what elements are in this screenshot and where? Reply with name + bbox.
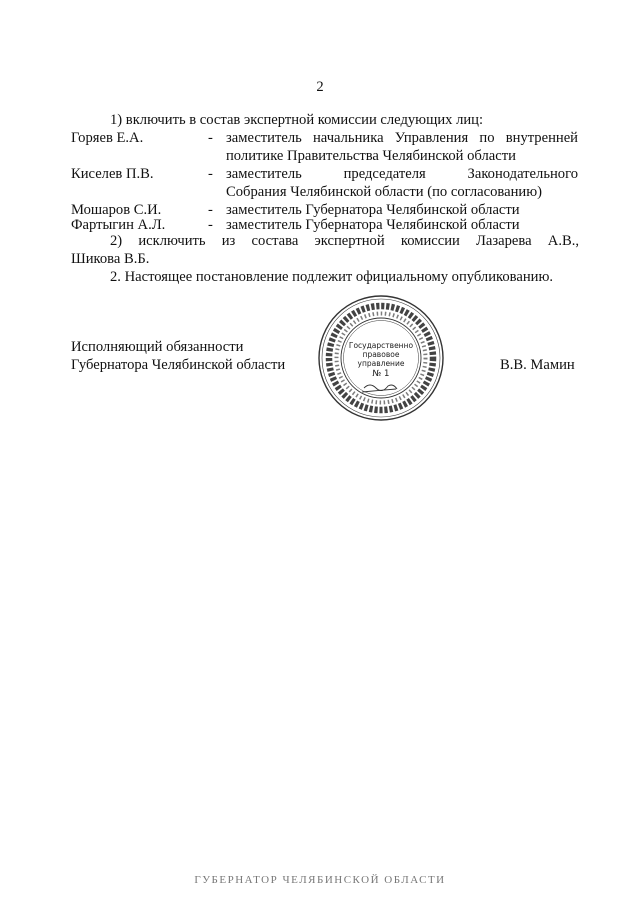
seal-text: № 1 xyxy=(372,369,390,379)
seal-signature-scribble xyxy=(362,385,397,392)
exclude-paragraph-continued: Шикова В.Б. xyxy=(71,251,150,267)
footer-caption: ГУБЕРНАТОР ЧЕЛЯБИНСКОЙ ОБЛАСТИ xyxy=(194,874,446,886)
member-role: заместитель председателя Законодательного xyxy=(226,166,578,182)
signatory-name: В.В. Мамин xyxy=(500,357,575,373)
signatory-position: Исполняющий обязанности xyxy=(71,339,244,355)
member-role: заместитель начальника Управления по внутренней xyxy=(226,130,578,146)
member-name: Горяев Е.А. xyxy=(71,130,144,146)
member-name: Киселев П.В. xyxy=(71,166,154,182)
member-name: Фартыгин А.Л. xyxy=(71,217,166,233)
signatory-position-continued: Губернатора Челябинской области xyxy=(71,357,286,373)
seal-text: Государственно xyxy=(348,341,414,350)
member-role: заместитель Губернатора Челябинской области xyxy=(226,202,520,218)
intro-paragraph: 1) включить в состав экспертной комиссии следующих лиц: xyxy=(110,112,484,128)
publish-paragraph: 2. Настоящее постановление подлежит официальному опубликованию. xyxy=(110,269,554,285)
exclude-paragraph: 2) исключить из состава экспертной комиссии Лазарева А.В., xyxy=(110,233,579,249)
member-role-continued: политике Правительства Челябинской области xyxy=(226,148,516,164)
member-dash: - xyxy=(208,217,213,233)
member-role: заместитель Губернатора Челябинской области xyxy=(226,217,520,233)
official-seal xyxy=(316,293,446,423)
member-dash: - xyxy=(208,202,213,218)
member-dash: - xyxy=(208,166,213,182)
member-name: Мошаров С.И. xyxy=(71,202,162,218)
seal-text: управление xyxy=(357,359,405,368)
page-number: 2 xyxy=(316,79,324,95)
member-dash: - xyxy=(208,130,213,146)
seal-text: правовое xyxy=(362,350,400,359)
member-role-continued: Собрания Челябинской области (по согласованию) xyxy=(226,184,542,200)
